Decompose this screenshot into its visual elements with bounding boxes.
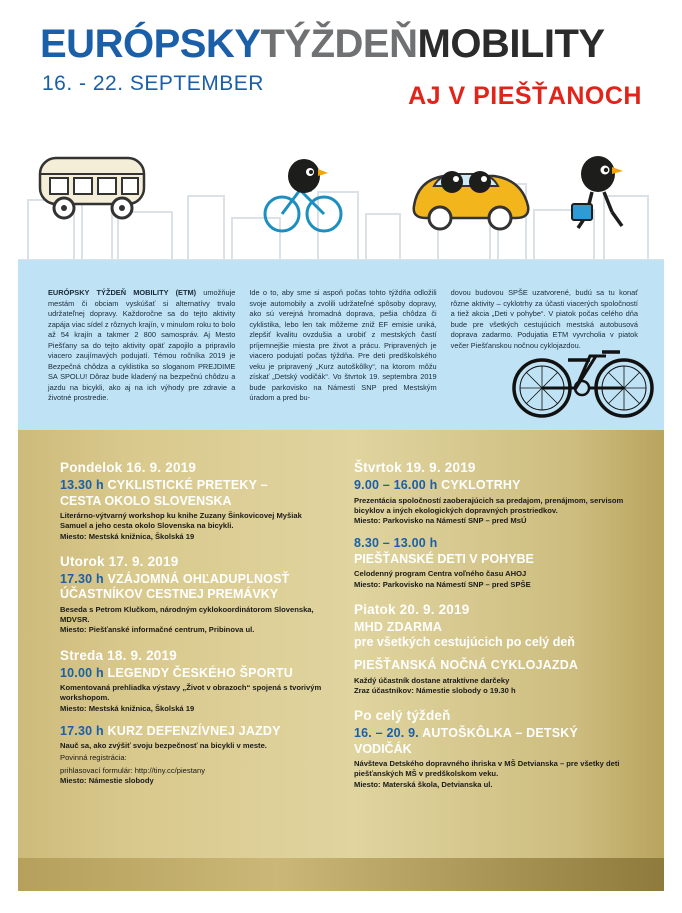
event-name-line2: VODIČÁK	[354, 741, 412, 756]
program-day-heading: Štvrtok 19. 9. 2019	[354, 460, 476, 475]
bicycle-icon	[510, 330, 658, 422]
event-time: 16. – 20. 9.	[354, 725, 419, 740]
event-name: LEGENDY ČESKÉHO ŠPORTU	[107, 665, 293, 680]
event-description: Prezentácia spoločností zaoberajúcich sa predajom, prenájmom, servisom bicyklov a iných ekologických dopravných prostriedkov.	[354, 495, 624, 515]
program-event	[60, 724, 330, 786]
title-part-tyzden: TÝŽDEŇ	[260, 22, 418, 66]
event-place: Miesto: Námestie slobody	[60, 775, 154, 785]
event-name: MHD ZDARMA	[354, 619, 443, 634]
event-time: 8.30 – 13.00 h	[354, 536, 438, 551]
event-place: Zraz účastníkov: Námestie slobody o 19.30 h	[354, 685, 516, 695]
program-column-right	[354, 448, 644, 797]
event-name-line2: PIEŠŤANSKÉ DETI V POHYBE	[354, 551, 534, 566]
program-event	[354, 658, 644, 696]
program-event	[60, 478, 330, 542]
event-place: Miesto: Piešťanské informačné centrum, Pribinova ul.	[60, 625, 255, 635]
intro-col1-text: umožňuje mestám či obciam vyskúšať si alternatívy trvalo udržateľnej dopravy. Každoročne sa do tejto aktivity zapája viac sídel z rôznych krajín, v minulom roku to bolo až 54 krajín a takmer 2 800 samospráv. Aj Mesto Piešťany sa do tejto aktivity opäť zapojilo a pripravilo viacero zaujímavých podujatí. Témou ročníka 2019 je Bezpečná chôdza a cyklistika so sloganom PREJDIME SA SPOLU! Dôraz bude kladený na bezpečnú chôdzu a jazdu na bicykli, ako aj na ich výhody pre zdravie a životné prostredie.	[48, 288, 236, 403]
event-heading	[354, 620, 644, 636]
event-heading	[354, 726, 644, 742]
intro-lead: EURÓPSKY TÝŽDEŇ MOBILITY (ETM)	[48, 288, 197, 297]
event-heading	[354, 658, 644, 674]
event-heading	[60, 572, 330, 588]
event-description: Komentovaná prehliadka výstavy „Život v obrazoch“ spojená s tvorivým workshopom.	[60, 683, 322, 703]
event-place: Miesto: Materská škola, Detvianska ul.	[354, 779, 493, 789]
cyclist-icon	[260, 154, 344, 236]
event-description: Každý účastník dostane atraktívne darčeky	[354, 675, 510, 685]
event-time: 9.00 – 16.00 h	[354, 478, 438, 492]
event-description: Nauč sa, ako zvýšiť svoju bezpečnosť na bicykli v meste.	[60, 741, 267, 751]
event-name: KURZ DEFENZÍVNEJ JAZDY	[107, 723, 281, 738]
event-name-line2: pre všetkých cestujúcich po celý deň	[354, 635, 575, 650]
intro-column-2: Ide o to, aby sme si aspoň počas tohto týždňa odložili svoje automobily a zvolili udržateľné spôsoby dopravy, ako sú verejná hromadná doprava, pešia chôdza či cyklistika, lebo len tak môžeme zniž EF emisie uniká, zlepšiť kvalitu ovzdušia a urobiť z mestských častí príjemnejšie miesta pre život a prácu. Pripravených je viacero podujatí počas týždňa. Pre deti predškolského veku je pripravený „Kurz autoškôlky“, na ktorom môžu získať „Detský vodičák“. Vo štvrtok 19. septembra 2019 bude parkovisko na Námestí SNP pred Mestským úradom a pred bu-	[249, 288, 437, 403]
program-event	[354, 478, 644, 526]
program-event	[354, 620, 644, 651]
event-place: Miesto: Mestská knižnica, Školská 19	[60, 703, 195, 713]
event-name: CYKLOTRHY	[441, 478, 521, 492]
event-time: 17.30 h	[60, 571, 104, 586]
event-description: Celodenný program Centra voľného času AHOJ	[354, 569, 527, 579]
event-place: Miesto: Parkovisko na Námestí SNP – pred MsÚ	[354, 515, 527, 525]
intro-column-3: dovou budovou SPŠE uzatvorené, budú sa tu konať rôzne aktivity – cyklotrhy za účasti viacerých spoločností a tiež akcia „Deti v pohybe“. V piatok počas celého dňa bude pre všetkých cestujúcich mestská autobusová doprava zadarmo. Podujatia ETM vyvrcholia v piatok večer Piešťanskou nočnou cyklojazdou.	[450, 288, 638, 350]
event-time: 17.30 h	[60, 723, 104, 738]
program-event	[60, 666, 330, 714]
title-part-europsky: EURÓPSKY	[40, 22, 261, 66]
car-icon	[406, 152, 536, 236]
frame-left	[0, 0, 18, 913]
date-subtitle: 16. - 22. SEPTEMBER	[42, 72, 264, 95]
event-name: CYKLISTICKÉ PRETEKY –	[107, 478, 268, 492]
program-day-heading: Piatok 20. 9. 2019	[354, 601, 470, 617]
program-column-left	[60, 448, 330, 793]
event-name: PIEŠŤANSKÁ NOČNÁ CYKLOJAZDA	[354, 657, 579, 672]
event-name: VZÁJOMNÁ OHĽADUPLNOSŤ	[107, 571, 290, 586]
program-event	[60, 572, 330, 636]
event-name-line2: ÚČASTNÍKOV CESTNEJ PREMÁVKY	[60, 587, 279, 602]
event-registration-label: Povinná registrácia:	[60, 753, 127, 763]
bus-icon	[34, 144, 154, 228]
program-day-heading: Utorok 17. 9. 2019	[60, 553, 179, 569]
event-description: Literárno-výtvarný workshop ku knihe Zuzany Šinkovicovej Myšiak Samuel a jeho cesta okolo Slovenska na bicykli.	[60, 511, 302, 531]
event-time: 10.00 h	[60, 665, 104, 680]
pedestrian-icon	[558, 150, 642, 240]
event-heading	[60, 478, 330, 494]
event-heading	[60, 724, 330, 740]
event-description: Beseda s Petrom Klučkom, národným cyklokoordinátorom Slovenska, MDVSR.	[60, 605, 314, 625]
program-day-heading: Streda 18. 9. 2019	[60, 647, 177, 663]
poster-header	[18, 0, 664, 130]
event-heading	[354, 536, 644, 552]
event-heading	[354, 478, 644, 494]
footer-band	[18, 858, 664, 891]
event-registration-link[interactable]: prihlasovací formulár: http://tiny.cc/piestany	[60, 765, 206, 775]
intro-column-1	[48, 288, 235, 408]
illustration-band	[18, 128, 664, 260]
frame-right	[664, 0, 682, 913]
title-part-mobility: MOBILITY	[417, 22, 605, 66]
program-section	[18, 430, 664, 891]
event-place: Miesto: Parkovisko na Námestí SNP – pred SPŠE	[354, 579, 531, 589]
page-title	[40, 22, 605, 67]
event-place: Miesto: Mestská knižnica, Školská 19	[60, 531, 195, 541]
tagline: AJ V PIEŠŤANOCH	[408, 82, 642, 110]
program-event	[354, 726, 644, 790]
event-heading	[60, 666, 330, 682]
event-name: AUTOŠKÔLKA – DETSKÝ	[422, 725, 579, 740]
event-name-line2: CESTA OKOLO SLOVENSKA	[60, 493, 232, 508]
event-time: 13.30 h	[60, 478, 104, 492]
event-description: Návšteva Detského dopravného ihriska v MŠ Detvianska – pre všetky deti piešťanských MŠ v predškolskom veku.	[354, 759, 620, 779]
frame-bottom	[0, 891, 682, 913]
program-event	[354, 536, 644, 590]
program-day-heading: Po celý týždeň	[354, 707, 451, 723]
program-day-heading: Pondelok 16. 9. 2019	[60, 460, 197, 475]
